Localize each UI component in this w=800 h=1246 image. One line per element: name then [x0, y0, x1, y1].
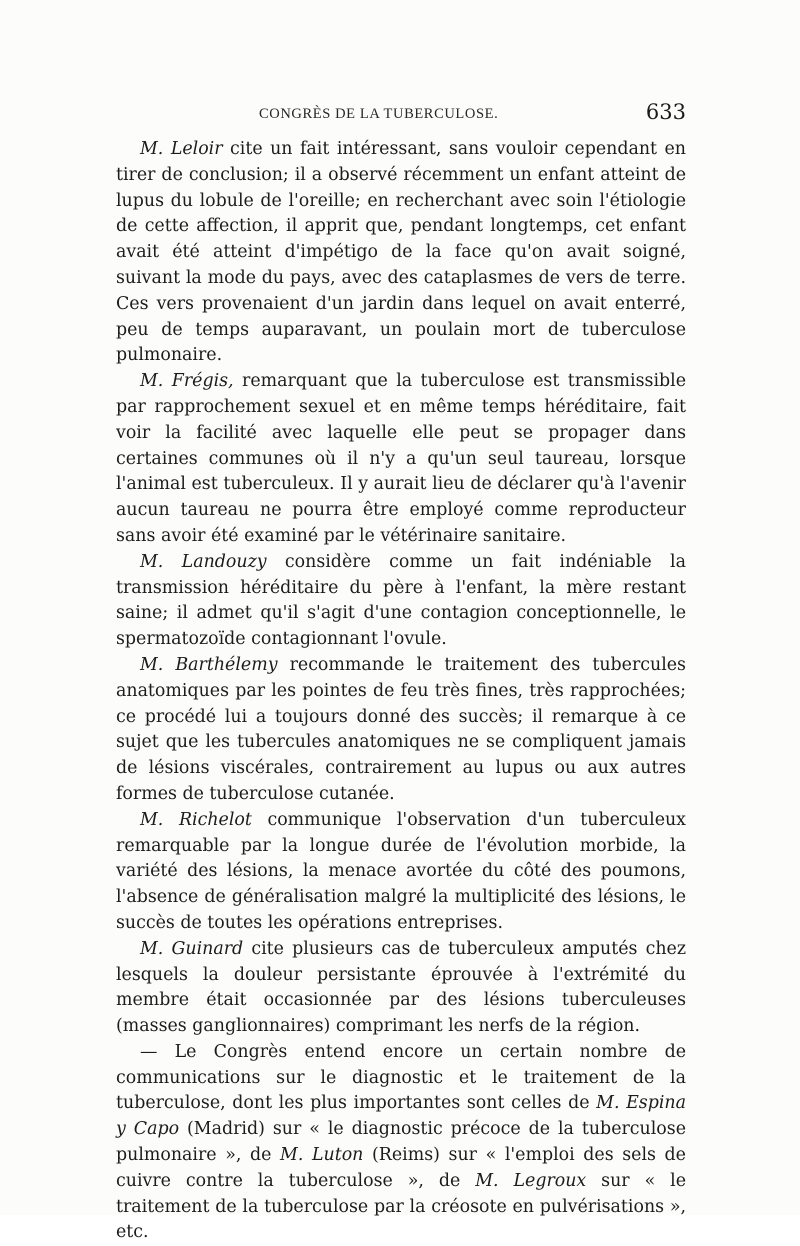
paragraph-closing [116, 1040, 686, 1246]
paragraph-guinard [116, 937, 686, 1040]
author-legroux: M. Legroux [475, 1170, 587, 1191]
speaker-name: M. Barthélemy [140, 654, 278, 675]
paragraph-leloir [116, 137, 686, 369]
closing-text-2: (Madrid) sur « le diagnostic précoce de la tuberculose pulmonaire », de [116, 1119, 686, 1166]
paragraph-barthelemy [116, 653, 686, 808]
paragraph-text: recommande le traitement des tubercules anatomiques par les pointes de feu très fines, très rapprochées; ce procédé lui a toujours donné des succès; il remarque à ce sujet que les tubercules anatomiques ne se compliquent jamais de lésions viscérales, contrairement au lupus ou aux autres formes de tuberculose cutanée. [116, 654, 686, 804]
paragraph-text: cite un fait intéressant, sans vouloir cependant en tirer de conclusion; il a observé récemment un enfant atteint de lupus du lobule de l'oreille; en recherchant avec soin l'étiologie de cette affection, il apprit que, pendant longtemps, cet enfant avait été atteint d'impétigo de la face qu'on avait soigné, suivant la mode du pays, avec des cataplasmes de vers de terre. Ces vers provenaient d'un jardin dans lequel on avait enterré, peu de temps auparavant, un poulain mort de tuberculose pulmonaire. [116, 139, 686, 366]
paragraph-landouzy [116, 550, 686, 653]
paragraph-text: considère comme un fait indéniable la transmission héréditaire du père à l'enfant, la mère restant saine; il admet qu'il s'agit d'une contagion conceptionnelle, le spermatozoïde contagionnant l'ovule. [116, 551, 686, 650]
speaker-name: M. Guinard [140, 938, 244, 959]
speaker-name: M. Richelot [140, 809, 252, 830]
speaker-name: M. Leloir [140, 139, 223, 159]
speaker-name: M. Landouzy [140, 551, 267, 572]
closing-text-3: (Reims) sur « l'emploi des sels de cuivre contre la tuberculose », de [116, 1145, 686, 1191]
paragraph-fregis [116, 369, 686, 550]
body-text [116, 137, 686, 1246]
paragraph-text: communique l'observation d'un tuberculeux remarquable par la longue durée de l'évolution morbide, la variété des lésions, la menace avortée du côté des poumons, l'absence de généralisation malgré la multiplicité des lésions, le succès de toutes les opérations entreprises. [116, 809, 686, 933]
closing-text-1: — Le Congrès entend encore un certain nombre de communications sur le diagnostic et le traitement de la tuberculose, dont les plus importantes sont celles de [116, 1041, 686, 1114]
author-luton: M. Luton [280, 1145, 364, 1166]
paragraph-text: cite plusieurs cas de tuberculeux amputés chez lesquels la douleur persistante éprouvée à l'extrémité du membre était occasionnée par des lésions tuberculeuses (masses ganglionnaires) comprimant les nerfs de la région. [116, 938, 686, 1037]
closing-text-4: sur « le traitement de la tuberculose par la créosote en pulvérisations », etc. [116, 1170, 686, 1243]
running-title: CONGRÈS DE LA TUBERCULOSE. [259, 106, 499, 122]
page-header [116, 100, 686, 130]
paragraph-richelot [116, 808, 686, 937]
author-espina: M. Espina y Capo [116, 1093, 686, 1140]
paragraph-text: remarquant que la tuberculose est transmissible par rapprochement sexuel et en même temps héréditaire, fait voir la facilité avec laquelle elle peut se propager dans certaines communes où il n'y a qu'un seul taureau, lorsque l'animal est tuberculeux. Il y aurait lieu de déclarer qu'à l'avenir aucun taureau ne pourra être employé comme reproducteur sans avoir été examiné par le vétérinaire sanitaire. [116, 371, 686, 546]
speaker-name: M. Frégis, [140, 371, 234, 392]
page-number: 633 [645, 100, 686, 124]
